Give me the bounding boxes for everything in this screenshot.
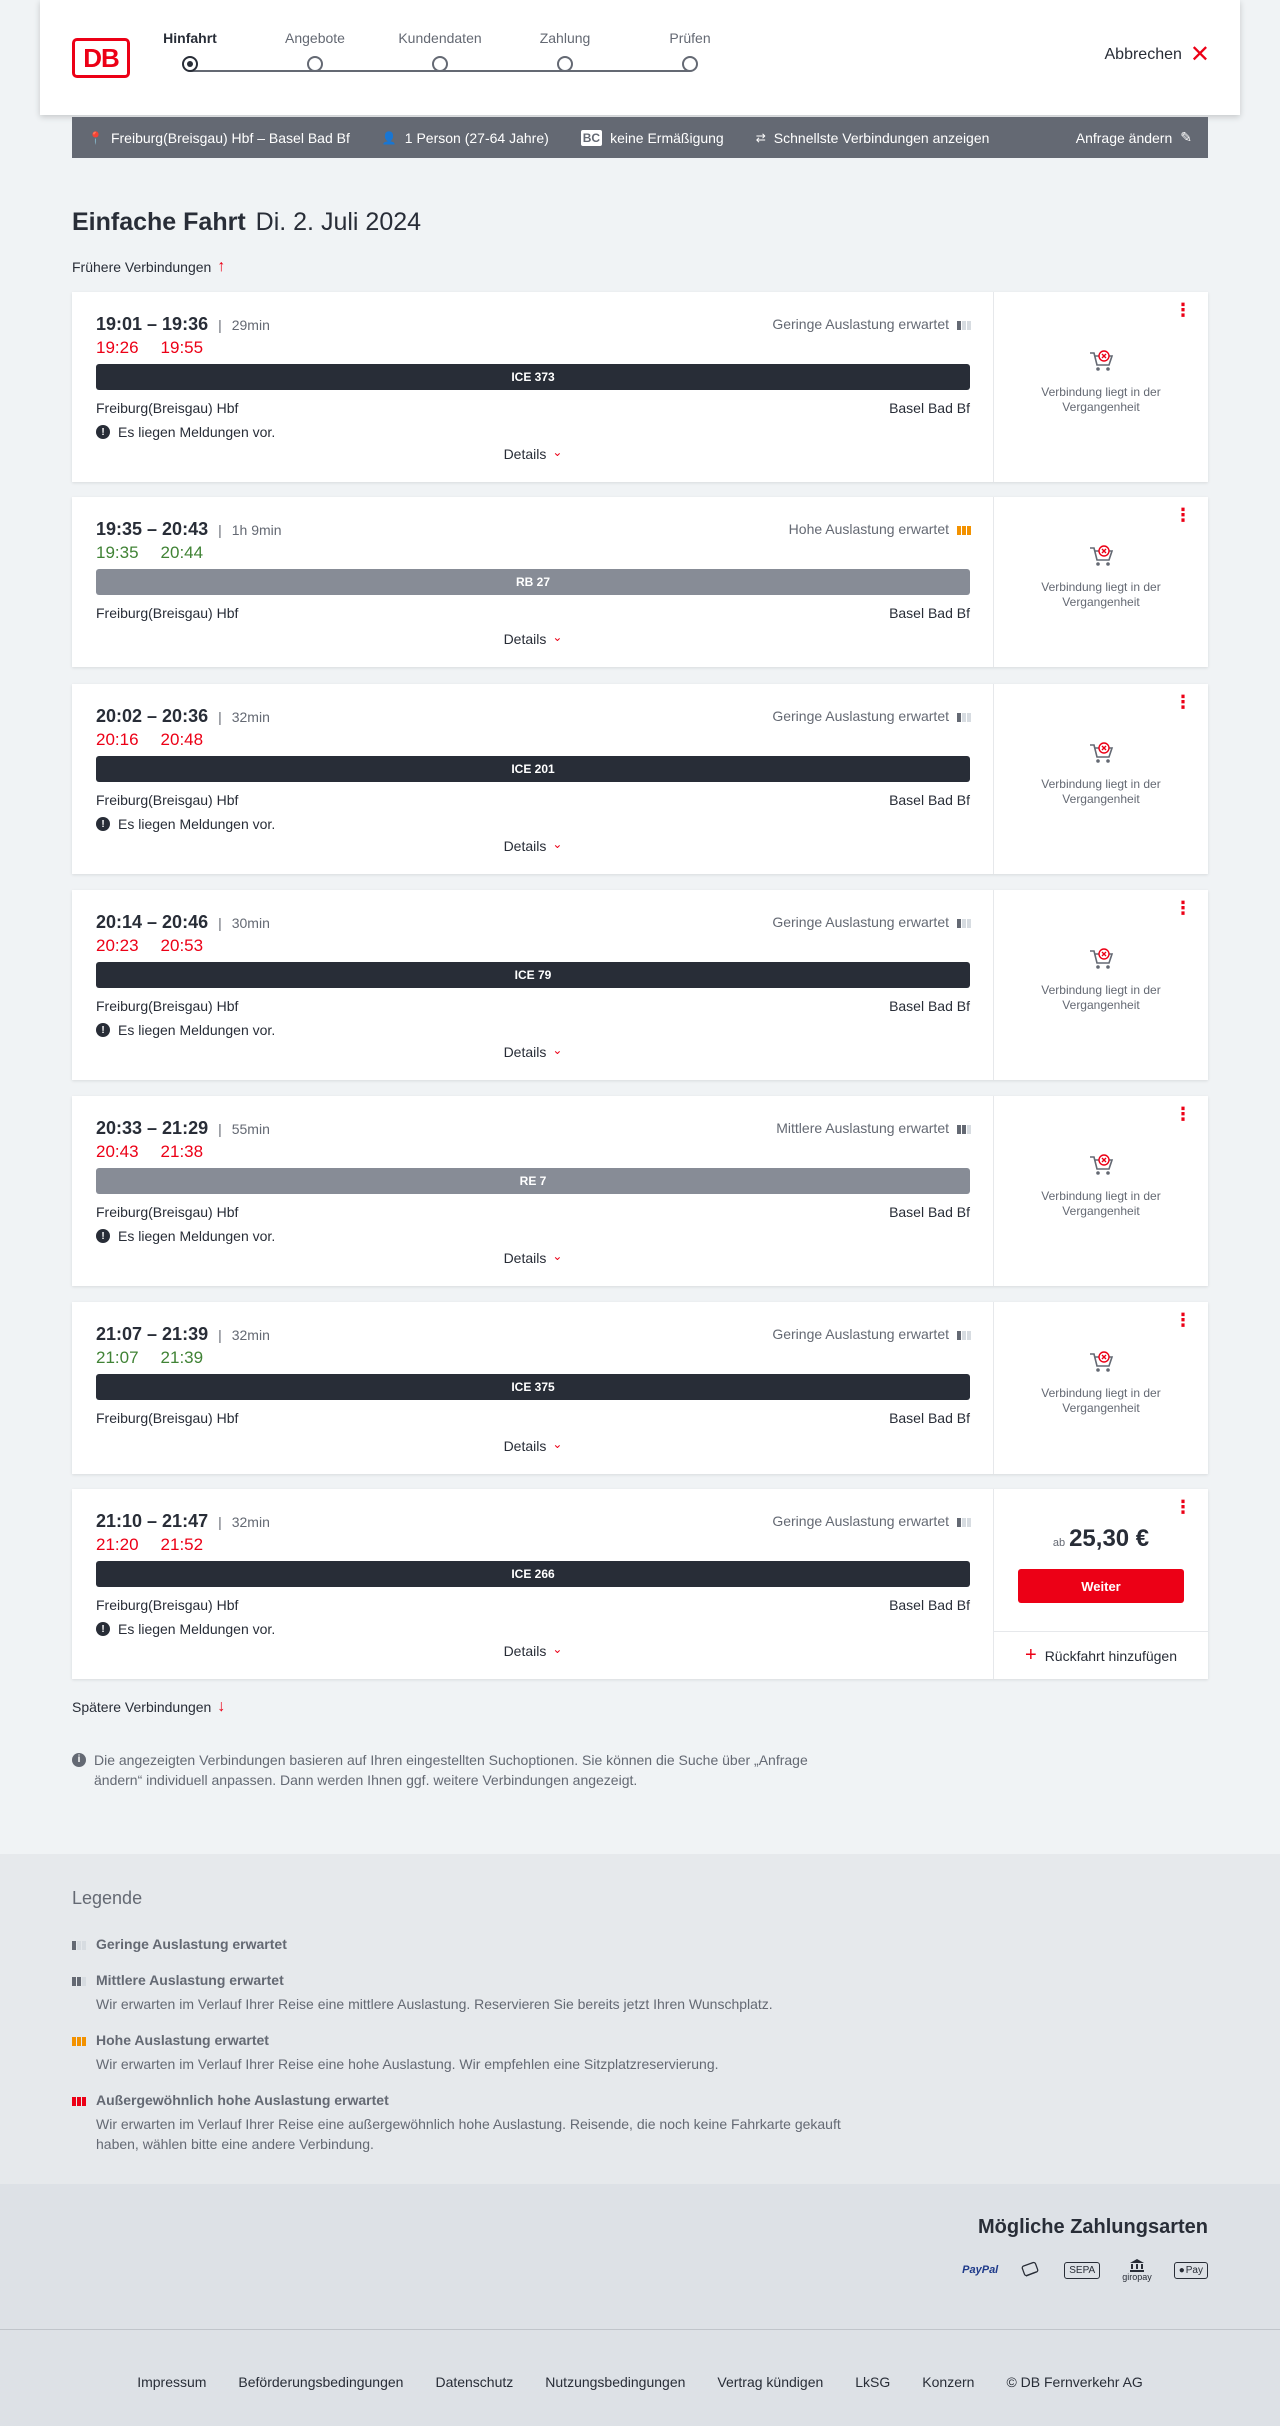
price-prefix: ab [1052,1537,1066,1549]
connection-offer [994,890,1208,1080]
details-label: Details [503,1643,547,1659]
duration: 30min [231,915,270,931]
occupancy-indicator [772,708,971,724]
chevron-down-icon: ⌄ [552,1043,563,1057]
pencil-icon: ✎ [1180,129,1192,145]
more-options-icon[interactable]: ⋮ [1174,1497,1192,1518]
arrow-up-icon: ↑ [217,258,226,275]
occupancy-icon [957,1328,971,1340]
credit-card-icon [1020,2260,1042,2280]
actual-arrival: 21:52 [160,1535,204,1554]
booking-stepper [163,30,711,90]
search-summary-bar [72,117,1208,158]
chevron-down-icon: ⌄ [552,837,563,851]
swap-arrows-icon: ⇄ [755,130,766,145]
connection-main [72,1302,994,1474]
destination-station: Basel Bad Bf [889,998,970,1014]
step-zahlung[interactable] [505,30,625,72]
legend-item [72,1972,872,2014]
more-options-icon[interactable]: ⋮ [1174,505,1192,526]
travellers-text: 1 Person (27-64 Jahre) [404,129,549,146]
cart-unavailable-icon [1087,347,1115,375]
train-bar[interactable]: ICE 201 [96,756,970,782]
connection-main [72,497,994,667]
planned-times: 21:07 – 21:39 [96,1324,209,1344]
page-title [72,208,421,237]
actual-times [96,1142,225,1162]
stations-row [96,1410,970,1426]
cart-unavailable-icon [1087,542,1115,570]
close-icon: ✕ [1189,41,1210,68]
stations-row [96,1597,970,1613]
step-label: Prüfen [669,30,711,46]
legend-heading [72,2032,872,2048]
occupancy-indicator [789,521,971,537]
connection-main [72,890,994,1080]
footer-link[interactable]: LkSG [855,2374,891,2390]
alert-icon: ! [96,1622,110,1636]
past-text: Verbindung liegt in der Vergangenheit [1041,385,1161,414]
destination-station: Basel Bad Bf [889,400,970,416]
destination-station: Basel Bad Bf [889,1597,970,1613]
past-text: Verbindung liegt in der Vergangenheit [1041,580,1161,609]
occupancy-label: Geringe Auslastung erwartet [772,1513,949,1529]
add-return-trip-button[interactable] [994,1631,1208,1679]
connection-times [96,1118,270,1139]
actual-arrival: 20:44 [160,543,204,562]
info-icon: i [72,1753,86,1767]
actual-arrival: 19:55 [160,338,204,357]
later-label: Spätere Verbindungen [72,1699,212,1715]
step-dot [307,56,323,72]
disruption-notice [96,424,275,440]
connection-card[interactable] [72,1096,1208,1286]
notice-text: Es liegen Meldungen vor. [118,1022,276,1038]
cart-unavailable-icon [1087,945,1115,973]
actual-times [96,1535,225,1555]
origin-station: Freiburg(Breisgau) Hbf [96,400,239,416]
origin-station: Freiburg(Breisgau) Hbf [96,605,239,621]
payment-methods-section [0,2184,1280,2330]
occupancy-label: Hohe Auslastung erwartet [788,521,949,537]
actual-times [96,543,225,563]
disruption-notice [96,1228,275,1244]
details-label: Details [503,1438,547,1454]
person-icon: 👤 [381,130,397,145]
actual-arrival: 20:48 [160,730,204,749]
stations-row [96,605,970,621]
occupancy-icon [957,318,971,330]
connection-main [72,1489,994,1679]
legend-heading [72,1972,872,1988]
cart-unavailable-icon [1087,1348,1115,1376]
planned-times: 20:02 – 20:36 [96,706,209,726]
actual-departure: 20:23 [96,936,139,955]
actual-times [96,338,225,358]
footer-link[interactable]: Impressum [137,2374,207,2390]
summary-discount[interactable] [581,130,724,146]
planned-times: 20:14 – 20:46 [96,912,209,932]
times-separator: | [218,317,222,333]
actual-departure: 20:43 [96,1142,139,1161]
past-text: Verbindung liegt in der Vergangenheit [1041,777,1161,806]
notice-text: Es liegen Meldungen vor. [118,424,276,440]
stations-row [96,400,970,416]
planned-times: 21:10 – 21:47 [96,1511,209,1531]
legend-title: Legende [72,1888,143,1908]
connection-times [96,314,270,335]
occupancy-icon [957,523,971,535]
step-dot [682,56,698,72]
occupancy-indicator [772,914,971,930]
earlier-label: Frühere Verbindungen [72,259,212,275]
apple-icon: ● [1178,2264,1185,2276]
unavailable-notice [994,739,1208,807]
connection-offer [994,1302,1208,1474]
unavailable-notice [994,945,1208,1013]
occupancy-icon [957,916,971,928]
duration: 32min [231,1514,270,1530]
legend-label: Geringe Auslastung erwartet [96,1936,287,1952]
disruption-notice [96,1022,275,1038]
weiter-button[interactable]: Weiter [1018,1569,1184,1603]
details-toggle[interactable] [72,1643,994,1659]
actual-times [96,730,225,750]
price-amount: 25,30 € [1069,1525,1150,1552]
disruption-notice [96,816,275,832]
duration: 32min [231,1327,270,1343]
occupancy-label: Geringe Auslastung erwartet [772,1326,949,1342]
alert-icon: ! [96,425,110,439]
summary-travellers[interactable] [382,130,549,146]
occupancy-indicator [776,1120,971,1136]
trip-date: Di. 2. Juli 2024 [255,208,422,236]
details-toggle[interactable] [72,446,994,462]
giropay-label: giropay [1122,2272,1152,2282]
giropay-icon [1122,2258,1152,2282]
details-label: Details [503,838,547,854]
planned-times: 20:33 – 21:29 [96,1118,209,1138]
times-separator: | [218,522,222,538]
actual-arrival: 21:39 [160,1348,204,1367]
actual-departure: 21:07 [96,1348,139,1367]
train-bar[interactable]: ICE 375 [96,1374,970,1400]
step-label: Angebote [285,30,345,46]
details-toggle[interactable] [72,631,994,647]
step-kundendaten[interactable] [380,30,500,72]
chevron-down-icon: ⌄ [552,1437,563,1451]
header [40,0,1240,115]
return-label: Rückfahrt hinzufügen [1044,1647,1177,1664]
legend-label: Außergewöhnlich hohe Auslastung erwartet [96,2092,389,2108]
details-label: Details [503,446,547,462]
later-connections-link[interactable] [72,1698,225,1716]
occupancy-icon [957,710,971,722]
connection-card[interactable] [72,684,1208,874]
duration: 1h 9min [231,522,282,538]
details-label: Details [503,631,547,647]
occupancy-indicator [772,316,971,332]
legend-label: Hohe Auslastung erwartet [96,2032,269,2048]
step-dot [432,56,448,72]
stations-row [96,998,970,1014]
occupancy-indicator [772,1513,971,1529]
train-bar[interactable]: RB 27 [96,569,970,595]
connection-card[interactable] [72,1302,1208,1474]
step-label: Kundendaten [398,30,482,46]
plus-icon: + [1025,1644,1037,1666]
summary-route[interactable] [88,130,350,146]
planned-times: 19:35 – 20:43 [96,519,209,539]
train-bar[interactable]: ICE 373 [96,364,970,390]
actual-departure: 20:16 [96,730,139,749]
sepa-icon: SEPA [1064,2262,1100,2279]
apple-pay-label: Pay [1185,2264,1203,2276]
alert-icon: ! [96,817,110,831]
step-hinfahrt[interactable] [130,30,250,72]
disruption-notice [96,1621,275,1637]
discount-text: keine Ermäßigung [610,129,724,146]
occupancy-icon [72,1974,86,1986]
notice-text: Es liegen Meldungen vor. [118,1621,276,1637]
occupancy-label: Geringe Auslastung erwartet [772,914,949,930]
info-text: Die angezeigten Verbindungen basieren auf Ihren eingestellten Suchoptionen. Sie können die Suche über „Anfrage ändern“ individuell anpassen. Dann werden Ihnen ggf. weitere Verbindungen angezeigt. [94,1752,808,1788]
duration: 32min [231,709,270,725]
step-label: Zahlung [539,30,591,46]
footer-link[interactable]: Vertrag kündigen [717,2374,824,2390]
occupancy-label: Geringe Auslastung erwartet [772,708,949,724]
origin-station: Freiburg(Breisgau) Hbf [96,998,239,1014]
times-separator: | [218,1327,222,1343]
footer-link[interactable]: Beförderungsbedingungen [238,2374,404,2390]
footer-link[interactable]: Datenschutz [435,2374,514,2390]
chevron-down-icon: ⌄ [552,1642,563,1656]
price [994,1525,1208,1553]
connection-card[interactable] [72,890,1208,1080]
connection-times [96,1324,270,1345]
connection-card[interactable] [72,497,1208,667]
alert-icon: ! [96,1229,110,1243]
stations-row [96,792,970,808]
train-bar[interactable]: RE 7 [96,1168,970,1194]
step-dot-active [182,56,198,72]
more-options-icon[interactable]: ⋮ [1174,300,1192,321]
more-options-icon[interactable]: ⋮ [1174,692,1192,713]
legend-item [72,2092,872,2154]
fastest-text: Schnellste Verbindungen anzeigen [773,129,990,146]
cancel-button[interactable] [1104,41,1211,68]
unavailable-notice [994,347,1208,415]
notice-text: Es liegen Meldungen vor. [118,1228,276,1244]
cancel-label: Abbrechen [1104,46,1182,63]
legend-item [72,1936,872,1952]
change-request-button[interactable] [1076,129,1192,146]
details-toggle[interactable] [72,1250,994,1266]
details-toggle[interactable] [72,1438,994,1454]
destination-station: Basel Bad Bf [889,1410,970,1426]
footer-link[interactable]: Konzern [922,2374,975,2390]
notice-text: Es liegen Meldungen vor. [118,816,276,832]
footer-link: © DB Fernverkehr AG [1006,2374,1143,2390]
more-options-icon[interactable]: ⋮ [1174,898,1192,919]
bahncard-icon: BC [582,130,601,145]
details-label: Details [503,1250,547,1266]
trip-type: Einfache Fahrt [72,208,246,236]
connection-card[interactable] [72,1489,1208,1679]
planned-times: 19:01 – 19:36 [96,314,209,334]
details-toggle[interactable] [72,1044,994,1060]
origin-station: Freiburg(Breisgau) Hbf [96,792,239,808]
times-separator: | [218,1514,222,1530]
train-bar[interactable]: ICE 266 [96,1561,970,1587]
unavailable-notice [994,542,1208,610]
connection-card[interactable] [72,292,1208,482]
cart-unavailable-icon [1087,739,1115,767]
location-pin-icon: 📍 [88,130,103,145]
step-angebote[interactable] [255,30,375,72]
occupancy-icon [72,1938,86,1950]
connection-main [72,1096,994,1286]
connection-times [96,519,282,540]
occupancy-icon [72,2034,86,2046]
connection-offer [994,497,1208,667]
connection-offer [994,1096,1208,1286]
step-dot [557,56,573,72]
actual-arrival: 20:53 [160,936,204,955]
occupancy-indicator [772,1326,971,1342]
legend-description: Wir erwarten im Verlauf Ihrer Reise eine mittlere Auslastung. Reservieren Sie bereits jetzt Ihren Wunschplatz. [96,1996,773,2012]
legend-item [72,2032,872,2074]
actual-departure: 21:20 [96,1535,139,1554]
legend-label: Mittlere Auslastung erwartet [96,1972,284,1988]
actual-departure: 19:26 [96,338,139,357]
connection-offer [994,1489,1208,1679]
cart-unavailable-icon [1087,1151,1115,1179]
actual-times [96,1348,225,1368]
search-info-note [72,1750,852,1790]
duration: 55min [231,1121,270,1137]
times-separator: | [218,915,222,931]
unavailable-notice [994,1151,1208,1219]
legend-heading [72,1936,872,1952]
times-separator: | [218,709,222,725]
earlier-connections-link[interactable] [72,258,225,276]
connection-main [72,292,994,482]
chevron-down-icon: ⌄ [552,445,563,459]
chevron-down-icon: ⌄ [552,630,563,644]
details-label: Details [503,1044,547,1060]
past-text: Verbindung liegt in der Vergangenheit [1041,1189,1161,1218]
details-toggle[interactable] [72,838,994,854]
alert-icon: ! [96,1023,110,1037]
occupancy-icon [957,1515,971,1527]
db-logo[interactable]: DB [72,38,130,78]
origin-station: Freiburg(Breisgau) Hbf [96,1410,239,1426]
occupancy-label: Geringe Auslastung erwartet [772,316,949,332]
route-text: Freiburg(Breisgau) Hbf – Basel Bad Bf [110,129,350,146]
actual-arrival: 21:38 [160,1142,204,1161]
connection-offer [994,292,1208,482]
payment-icons [962,2258,1208,2282]
step-label: Hinfahrt [163,30,217,46]
legend-description: Wir erwarten im Verlauf Ihrer Reise eine hohe Auslastung. Wir empfehlen eine Sitzplatzreservierung. [96,2056,719,2072]
connection-main [72,684,994,874]
connection-times [96,706,270,727]
arrow-down-icon: ↓ [217,1698,226,1715]
apple-pay-icon [1174,2262,1208,2279]
actual-times [96,936,225,956]
past-text: Verbindung liegt in der Vergangenheit [1041,1386,1161,1415]
connection-times [96,1511,270,1532]
stations-row [96,1204,970,1220]
destination-station: Basel Bad Bf [889,1204,970,1220]
origin-station: Freiburg(Breisgau) Hbf [96,1597,239,1613]
destination-station: Basel Bad Bf [889,792,970,808]
step-pruefen[interactable] [630,30,750,72]
chevron-down-icon: ⌄ [552,1249,563,1263]
actual-departure: 19:35 [96,543,139,562]
connection-times [96,912,270,933]
times-separator: | [218,1121,222,1137]
legend-heading [72,2092,872,2108]
occupancy-label: Mittlere Auslastung erwartet [776,1120,949,1136]
past-text: Verbindung liegt in der Vergangenheit [1041,983,1161,1012]
legend-description: Wir erwarten im Verlauf Ihrer Reise eine außergewöhnlich hohe Auslastung. Reisende, die noch keine Fahrkarte gekauft haben, wählen bitte eine andere Verbindung. [96,2116,841,2152]
occupancy-icon [72,2094,86,2106]
change-request-label: Anfrage ändern [1075,129,1173,146]
footer-link[interactable]: Nutzungsbedingungen [545,2374,686,2390]
occupancy-icon [957,1122,971,1134]
connection-offer [994,684,1208,874]
payment-title: Mögliche Zahlungsarten [977,2216,1208,2238]
summary-fastest[interactable] [756,130,990,146]
duration: 29min [231,317,270,333]
destination-station: Basel Bad Bf [889,605,970,621]
legend-section [0,1854,1280,2184]
footer [0,2330,1280,2426]
train-bar[interactable]: ICE 79 [96,962,970,988]
unavailable-notice [994,1348,1208,1416]
paypal-icon: PayPal [962,2264,999,2276]
origin-station: Freiburg(Breisgau) Hbf [96,1204,239,1220]
more-options-icon[interactable]: ⋮ [1174,1104,1192,1125]
more-options-icon[interactable]: ⋮ [1174,1310,1192,1331]
footer-links [0,2374,1280,2390]
